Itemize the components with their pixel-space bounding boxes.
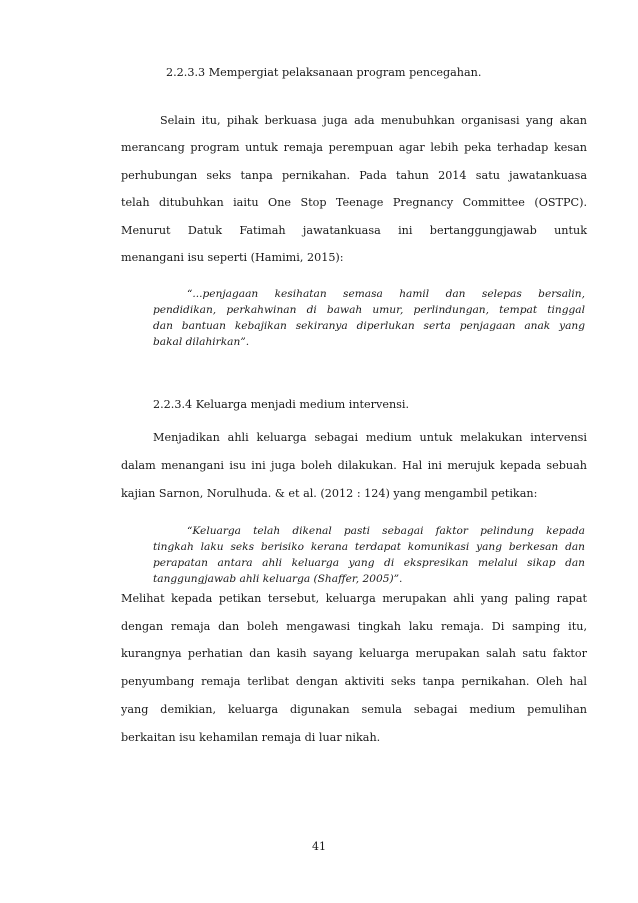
quote-line: tanggungjawab ahli keluarga (Shaffer, 2005)”. xyxy=(153,573,403,585)
paragraph-line: menangani isu seperti (Hamimi, 2015): xyxy=(121,251,344,264)
section-heading-2-2-3-4: 2.2.3.4 Keluarga menjadi medium intervensi. xyxy=(153,398,410,411)
paragraph-line: dalam menangani isu ini juga boleh dilakukan. Hal ini merujuk kepada sebuah xyxy=(121,459,587,472)
quote-line: pendidikan, perkahwinan di bawah umur, perlindungan, tempat tinggal xyxy=(153,304,585,316)
paragraph-line: Selain itu, pihak berkuasa juga ada menubuhkan organisasi yang akan xyxy=(160,114,587,127)
paragraph-line: kajian Sarnon, Norulhuda. & et al. (2012 : 124) yang mengambil petikan: xyxy=(121,487,538,500)
quote-line: bakal dilahirkan”. xyxy=(153,336,250,348)
quote-line: dan bantuan kebajikan sekiranya diperlukan serta penjagaan anak yang xyxy=(153,320,585,332)
section-heading-2-2-3-3: 2.2.3.3 Mempergiat pelaksanaan program pencegahan. xyxy=(166,66,482,79)
quote-line: “Keluarga telah dikenal pasti sebagai faktor pelindung kepada xyxy=(187,525,585,537)
page-number: 41 xyxy=(312,840,326,853)
paragraph-line: berkaitan isu kehamilan remaja di luar nikah. xyxy=(121,731,381,744)
paragraph-line: Menurut Datuk Fatimah jawatankuasa ini bertanggungjawab untuk xyxy=(121,224,587,237)
paragraph-line: kurangnya perhatian dan kasih sayang keluarga merupakan salah satu faktor xyxy=(121,647,587,660)
paragraph-line: Melihat kepada petikan tersebut, keluarga merupakan ahli yang paling rapat xyxy=(121,592,587,605)
paragraph-line: Menjadikan ahli keluarga sebagai medium untuk melakukan intervensi xyxy=(153,431,587,444)
paragraph-line: merancang program untuk remaja perempuan agar lebih peka terhadap kesan xyxy=(121,141,587,154)
quote-line: tingkah laku seks berisiko kerana terdapat komunikasi yang berkesan dan xyxy=(153,541,585,553)
paragraph-line: yang demikian, keluarga digunakan semula sebagai medium pemulihan xyxy=(121,703,587,716)
paragraph-line: perhubungan seks tanpa pernikahan. Pada tahun 2014 satu jawatankuasa xyxy=(121,169,587,182)
paragraph-line: dengan remaja dan boleh mengawasi tingkah laku remaja. Di samping itu, xyxy=(121,620,587,633)
paragraph-line: telah ditubuhkan iaitu One Stop Teenage Pregnancy Committee (OSTPC). xyxy=(121,196,587,209)
paragraph-line: penyumbang remaja terlibat dengan aktiviti seks tanpa pernikahan. Oleh hal xyxy=(121,675,587,688)
quote-line: “...penjagaan kesihatan semasa hamil dan selepas bersalin, xyxy=(187,288,585,300)
quote-line: perapatan antara ahli keluarga yang di ekspresikan melalui sikap dan xyxy=(153,557,585,569)
